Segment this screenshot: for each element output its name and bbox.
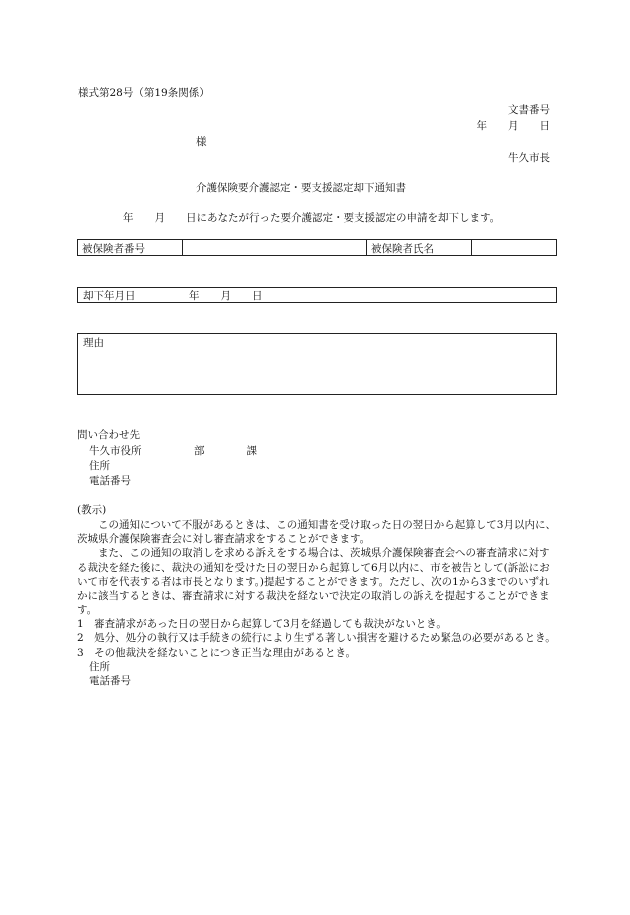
rejection-date-value: 年 月 日 [189,290,263,302]
instruction-address-label: 住所 [89,660,110,673]
rejection-date-label: 却下年月日 [83,290,136,302]
insured-table [77,239,557,256]
contact-heading: 問い合わせ先 [77,429,140,441]
reason-label: 理由 [83,337,104,349]
addressee-suffix: 様 [196,136,207,148]
insured-name-field[interactable] [472,240,556,255]
instruction-phone-label: 電話番号 [89,674,131,687]
document-title: 介護保険要介護認定・要支援認定却下通知書 [196,182,406,194]
contact-phone-label: 電話番号 [89,475,131,487]
issuer-name: 牛久市長 [508,152,550,164]
instruction-heading: (教示) [77,504,107,516]
insured-number-label: 被保険者番号 [78,240,183,255]
instruction-item-2: 2 処分、処分の執行又は手続きの続行により生ずる著しい損害を避けるため緊急の必要があるとき。 [77,632,556,645]
document-number-label: 文書番号 [508,104,550,116]
issue-date: 年 月 日 [476,120,550,132]
instruction-paragraph-2: また、この通知の取消しを求める訴えをする場合は、茨城県介護保険審査会への審査請求に対する裁決を経た後に、裁決の通知を受けた日の翌日から起算して6月以内に、市を被告として(訴訟において市を代表する者は市長となります。)提起することができます。ただし、次の1から3までのいずれかに該当するときは、審査請求に対する裁決を経ないで決定の取消しの訴えを提起することができます。 [77,547,550,617]
reason-box [77,333,557,395]
contact-office: 牛久市役所 部 課 [89,445,257,457]
insured-name-label: 被保険者氏名 [367,240,472,255]
instruction-paragraph-1: この通知について不服があるときは、この通知書を受け取った日の翌日から起算して3月以内に、茨城県介護保険審査会に対し審査請求をすることができます。 [77,519,556,546]
form-number: 様式第28号（第19条関係） [78,87,210,99]
insured-number-field[interactable] [183,240,367,255]
instruction-body [77,518,557,688]
contact-address-label: 住所 [89,460,110,472]
instruction-item-3: 3 その他裁決を経ないことにつき正当な理由があるとき。 [77,646,357,659]
notice-text: 年 月 日にあなたが行った要介護認定・要支援認定の申請を却下します。 [123,212,501,224]
instruction-item-1: 1 審査請求があった日の翌日から起算して3月を経過しても裁決がないとき。 [77,618,447,631]
rejection-date-row [77,287,557,303]
